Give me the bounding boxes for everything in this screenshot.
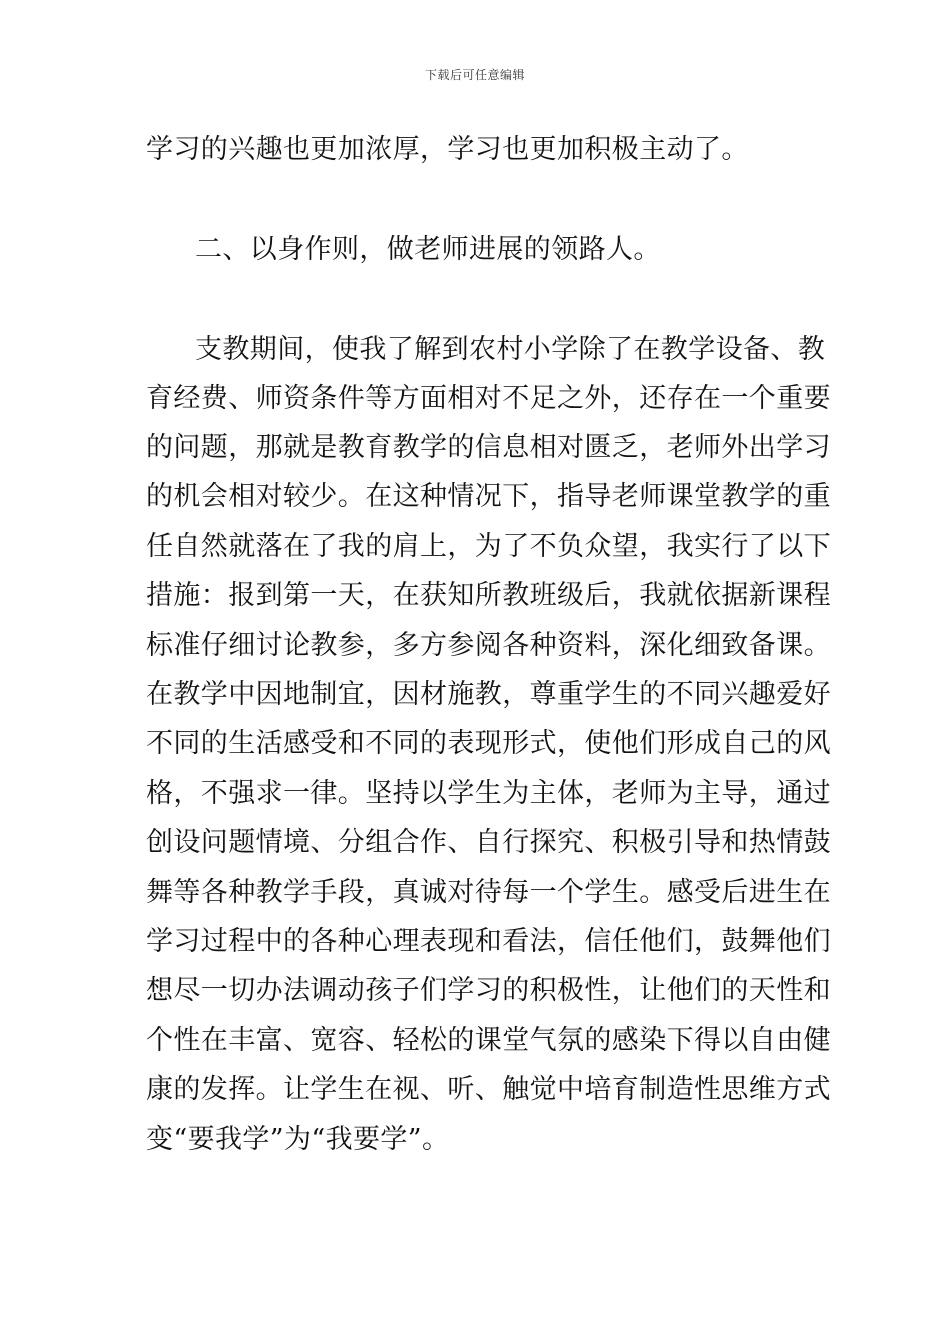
paragraph-line: 的机会相对较少。在这种情况下，指导老师课堂教学的重 [146,481,831,512]
paragraph-line: 格，不强求一律。坚持以学生为主体，老师为主导，通过 [146,778,831,809]
paragraph-line: 标准仔细讨论教参，多方参阅各种资料，深化细致备课。 [146,630,831,661]
paragraph-line: 学习过程中的各种心理表现和看法，信任他们，鼓舞他们 [146,926,831,957]
paragraph-line: 在教学中因地制宜，因材施教，尊重学生的不同兴趣爱好 [146,679,831,710]
paragraph-line: 想尽一切办法调动孩子们学习的积极性，让他们的天性和 [146,975,831,1006]
section-heading: 二、以身作则，做老师进展的领路人。 [195,234,661,265]
paragraph-line: 个性在丰富、宽容、轻松的课堂气氛的感染下得以自由健 [146,1025,831,1056]
paragraph-line: 措施：报到第一天，在获知所教班级后，我就依据新课程 [146,580,831,611]
paragraph-continuation-line: 学习的兴趣也更加浓厚，学习也更加积极主动了。 [146,134,749,165]
page-header-note: 下载后可任意编辑 [424,68,525,82]
paragraph-line: 育经费、师资条件等方面相对不足之外，还存在一个重要 [146,383,831,414]
paragraph-line: 任自然就落在了我的肩上，为了不负众望，我实行了以下 [146,531,831,562]
paragraph-line: 的问题，那就是教育教学的信息相对匮乏，老师外出学习 [146,432,831,463]
paragraph-line: 变“要我学”为“我要学”。 [146,1124,450,1155]
paragraph-line: 不同的生活感受和不同的表现形式，使他们形成自己的风 [146,728,831,759]
paragraph-line: 舞等各种教学手段，真诚对待每一个学生。感受后进生在 [146,877,831,908]
paragraph-line: 康的发挥。让学生在视、听、触觉中培育制造性思维方式 [146,1074,831,1105]
paragraph-line: 支教期间，使我了解到农村小学除了在教学设备、教 [195,334,826,365]
paragraph-line: 创设问题情境、分组合作、自行探究、积极引导和热情鼓 [146,827,831,858]
